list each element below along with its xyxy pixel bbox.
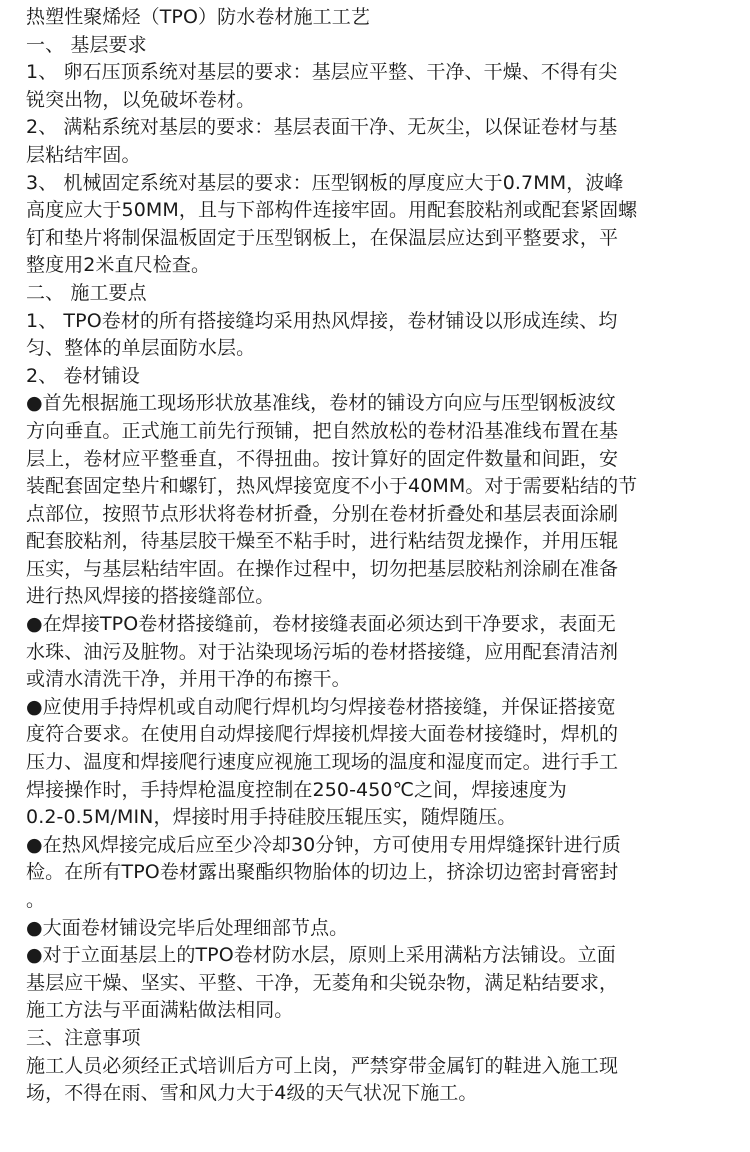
text-line: 0.2-0.5M/MIN，焊接时用手持硅胶压辊压实，随焊随压。 bbox=[26, 806, 517, 829]
text-line: 或清水清洗干净，并用干净的布擦干。 bbox=[26, 668, 351, 691]
text-line: 匀、整体的单层面防水层。 bbox=[26, 337, 256, 360]
text-line: 施工人员必须经正式培训后方可上岗，严禁穿带金属钉的鞋进入施工现 bbox=[26, 1054, 619, 1077]
text-line: 锐突出物，以免破坏卷材。 bbox=[26, 88, 256, 111]
text-line: 基层应干燥、坚实、平整、干净，无菱角和尖锐杂物，满足粘结要求， bbox=[26, 971, 619, 994]
text-line: 1、 卵石压顶系统对基层的要求：基层应平整、干净、干燥、不得有尖 bbox=[26, 61, 618, 84]
text-line: 焊接操作时，手持焊枪温度控制在250-450℃之间，焊接速度为 bbox=[26, 778, 567, 801]
text-line: 进行热风焊接的搭接缝部位。 bbox=[26, 585, 275, 608]
text-line: ●对于立面基层上的TPO卷材防水层，原则上采用满粘方法铺设。立面 bbox=[26, 944, 616, 967]
text-line: 层上，卷材应平整垂直，不得扭曲。按计算好的固定件数量和间距，安 bbox=[26, 447, 619, 470]
text-line: 场，不得在雨、雪和风力大于4级的天气状况下施工。 bbox=[26, 1082, 478, 1105]
text-line: 高度应大于50MM，且与下部构件连接牢固。用配套胶粘剂或配套紧固螺 bbox=[26, 199, 638, 222]
text-line: 2、 满粘系统对基层的要求：基层表面干净、无灰尘，以保证卷材与基 bbox=[26, 116, 618, 139]
text-line: 方向垂直。正式施工前先行预铺，把自然放松的卷材沿基准线布置在基 bbox=[26, 419, 619, 442]
section-heading: 一、 基层要求 bbox=[26, 33, 147, 56]
text-line: 配套胶粘剂，待基层胶干燥至不粘手时，进行粘结贺龙操作，并用压辊 bbox=[26, 530, 619, 553]
text-line: 度符合要求。在使用自动焊接爬行焊接机焊接大面卷材接缝时，焊机的 bbox=[26, 723, 619, 746]
text-line: 压力、温度和焊接爬行速度应视施工现场的温度和湿度而定。进行手工 bbox=[26, 751, 619, 774]
text-line: ●应使用手持焊机或自动爬行焊机均匀焊接卷材搭接缝，并保证搭接宽 bbox=[26, 695, 616, 718]
text-line: 检。在所有TPO卷材露出聚酯织物胎体的切边上，挤涂切边密封膏密封 bbox=[26, 861, 619, 884]
section-heading: 三、注意事项 bbox=[26, 1026, 141, 1049]
text-line: 整度用2米直尺检查。 bbox=[26, 254, 211, 277]
document-title: 热塑性聚烯烃（TPO）防水卷材施工工艺 bbox=[26, 6, 370, 28]
text-line: 2、 卷材铺设 bbox=[26, 364, 140, 387]
text-line: ●在热风焊接完成后应至少冷却30分钟，方可使用专用焊缝探针进行质 bbox=[26, 833, 621, 856]
text-line: 3、 机械固定系统对基层的要求：压型钢板的厚度应大于0.7MM，波峰 bbox=[26, 171, 624, 194]
text-line: ●首先根据施工现场形状放基准线，卷材的铺设方向应与压型钢板波纹 bbox=[26, 392, 616, 415]
text-line: 。 bbox=[26, 889, 46, 911]
text-line: 钉和垫片将制保温板固定于压型钢板上，在保温层应达到平整要求，平 bbox=[26, 226, 619, 249]
text-line: 水珠、油污及脏物。对于沾染现场污垢的卷材搭接缝，应用配套清洁剂 bbox=[26, 640, 619, 663]
text-line: 压实，与基层粘结牢固。在操作过程中，切勿把基层胶粘剂涂刷在准备 bbox=[26, 557, 619, 580]
text-line: 1、 TPO卷材的所有搭接缝均采用热风焊接，卷材铺设以形成连续、均 bbox=[26, 309, 618, 332]
text-line: 装配套固定垫片和螺钉，热风焊接宽度不小于40MM。对于需要粘结的节 bbox=[26, 475, 638, 498]
text-line: 点部位，按照节点形状将卷材折叠，分别在卷材折叠处和基层表面涂刷 bbox=[26, 502, 619, 525]
text-line: ●在焊接TPO卷材搭接缝前，卷材接缝表面必须达到干净要求，表面无 bbox=[26, 613, 616, 636]
text-line: ●大面卷材铺设完毕后处理细部节点。 bbox=[26, 916, 349, 939]
document-body bbox=[26, 4, 748, 1108]
text-line: 施工方法与平面满粘做法相同。 bbox=[26, 999, 294, 1022]
text-line: 层粘结牢固。 bbox=[26, 143, 141, 166]
section-heading: 二、 施工要点 bbox=[26, 281, 147, 304]
